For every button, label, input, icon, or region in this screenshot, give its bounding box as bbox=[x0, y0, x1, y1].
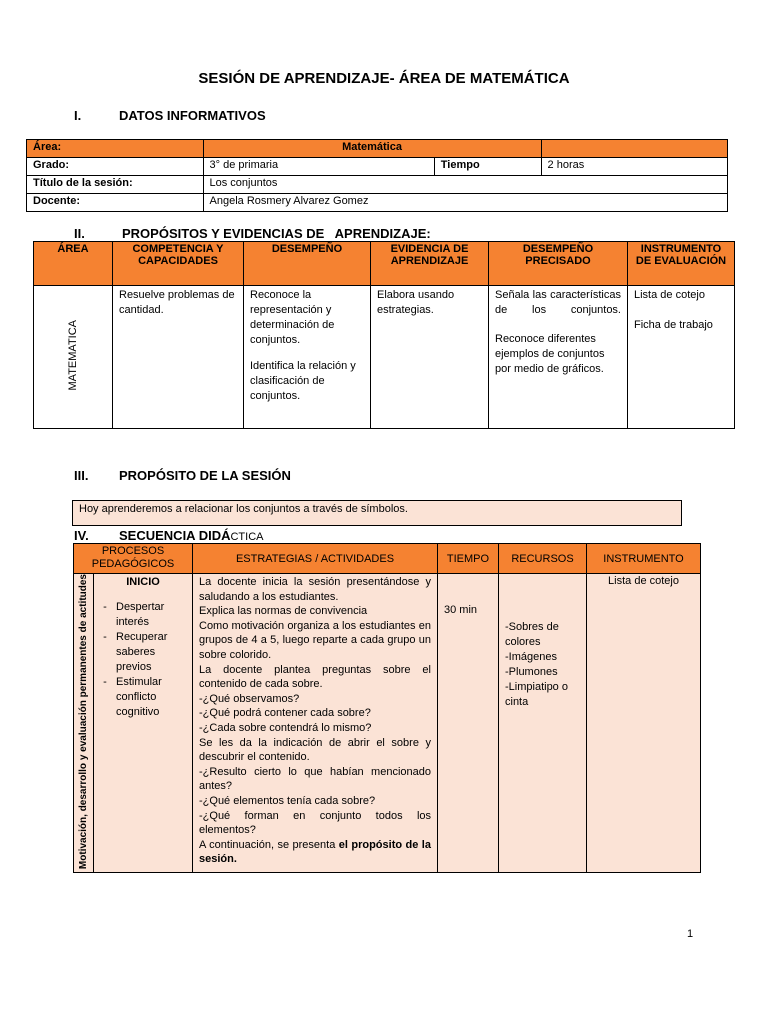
tiempo-value: 2 horas bbox=[541, 158, 727, 176]
section-2-title: PROPÓSITOS Y EVIDENCIAS DE APRENDIZAJE: bbox=[122, 226, 431, 241]
info-table bbox=[26, 139, 728, 212]
purposes-area-cell bbox=[34, 286, 113, 429]
purposes-header-competencia: COMPETENCIA Y CAPACIDADES bbox=[113, 242, 244, 286]
strategy-7: -¿Cada sobre contendrá lo mismo? bbox=[199, 721, 372, 734]
inicio-list bbox=[100, 600, 186, 720]
strategy-12 bbox=[199, 838, 431, 867]
sequence-header-recursos: RECURSOS bbox=[499, 544, 587, 574]
section-4-number: IV. bbox=[74, 528, 89, 543]
section-3-title: PROPÓSITO DE LA SESIÓN bbox=[119, 468, 291, 483]
section-2-heading bbox=[74, 226, 431, 241]
area-label: Área: bbox=[27, 140, 204, 158]
grado-value: 3° de primaria bbox=[203, 158, 434, 176]
strategy-2: Explica las normas de convivencia bbox=[199, 605, 368, 618]
evidencia-text: Elabora usando estrategias. bbox=[377, 289, 455, 316]
inicio-item-3: - Estimular conflicto cognitivo bbox=[116, 675, 186, 720]
grado-label: Grado: bbox=[27, 158, 204, 176]
tiempo-label: Tiempo bbox=[434, 158, 541, 176]
purposes-header-evidencia: EVIDENCIA DE APRENDIZAJE bbox=[371, 242, 489, 286]
purposes-evidencia bbox=[371, 286, 489, 429]
sequence-procesos-cell bbox=[94, 574, 193, 873]
recurso-4: -Limpiatipo o cinta bbox=[505, 681, 568, 708]
strategy-11: -¿Qué forman en conjunto todos los elementos? bbox=[199, 809, 431, 837]
sequence-strategies-cell bbox=[193, 574, 438, 873]
purposes-table bbox=[33, 241, 735, 429]
recurso-2: -Imágenes bbox=[505, 651, 557, 663]
purposes-precisado bbox=[489, 286, 628, 429]
instrumento-1: Lista de cotejo bbox=[634, 289, 705, 301]
strategy-1: La docente inicia la sesión presentándose y saludando a los estudiantes. bbox=[199, 576, 431, 603]
titulo-value: Los conjuntos bbox=[203, 176, 727, 194]
inicio-item-2: - Recuperar saberes previos bbox=[116, 630, 186, 675]
section-3-number: III. bbox=[74, 468, 89, 483]
desempeno-1: Reconoce la representación y determinación de conjuntos. bbox=[250, 289, 335, 346]
strategy-4: La docente plantea preguntas sobre el contenido de cada sobre. bbox=[199, 663, 431, 691]
session-purpose-text: Hoy aprenderemos a relacionar los conjuntos a través de símbolos. bbox=[79, 503, 408, 515]
precisado-2: Reconoce diferentes ejemplos de conjuntos por medio de gráficos. bbox=[495, 333, 605, 375]
purposes-header-instrumento: INSTRUMENTO DE EVALUACIÓN bbox=[628, 242, 735, 286]
purposes-instrumento bbox=[628, 286, 735, 429]
purposes-header-desempeno: DESEMPEÑO bbox=[244, 242, 371, 286]
purposes-header-precisado: DESEMPEÑO PRECISADO bbox=[489, 242, 628, 286]
sequence-recursos-cell bbox=[499, 574, 587, 873]
page-title: SESIÓN DE APRENDIZAJE- ÁREA DE MATEMÁTICA bbox=[198, 70, 570, 87]
purposes-header-area: ÁREA bbox=[34, 242, 113, 286]
area-value: Matemática bbox=[203, 140, 541, 158]
sequence-header-tiempo: TIEMPO bbox=[438, 544, 499, 574]
recurso-1: -Sobres de colores bbox=[505, 621, 559, 648]
strategy-9: -¿Resulto cierto lo que habían mencionado antes? bbox=[199, 765, 431, 793]
strategy-12-bold: el propósito de la sesión. bbox=[199, 838, 431, 866]
strategy-5: -¿Qué observamos? bbox=[199, 692, 300, 705]
sequence-side-label: Motivación, desarrollo y evaluación permanentes de actitudes bbox=[78, 574, 89, 870]
section-4-heading bbox=[74, 528, 264, 543]
area-extra-cell bbox=[541, 140, 727, 158]
purposes-area-vertical: MATEMATICA bbox=[67, 320, 79, 391]
strategy-10: -¿Qué elementos tenía cada sobre? bbox=[199, 794, 376, 807]
section-2-number: II. bbox=[74, 226, 85, 241]
precisado-1: Señala las características de los conjuntos. bbox=[495, 289, 621, 316]
docente-value: Angela Rosmery Alvarez Gomez bbox=[203, 194, 727, 212]
instrumento-2: Ficha de trabajo bbox=[634, 319, 713, 331]
docente-label: Docente: bbox=[27, 194, 204, 212]
sequence-header-procesos: PROCESOS PEDAGÓGICOS bbox=[74, 544, 193, 574]
section-4-title-main: SECUENCIA DIDÁ bbox=[119, 528, 231, 543]
purposes-competencia bbox=[113, 286, 244, 429]
strategy-8: Se les da la indicación de abrir el sobre y descubrir el contenido. bbox=[199, 736, 431, 764]
inicio-label: INICIO bbox=[126, 576, 160, 588]
sequence-header-estrategias: ESTRATEGIAS / ACTIVIDADES bbox=[193, 544, 438, 574]
inicio-item-1: - Despertar interés bbox=[116, 600, 186, 630]
sequence-instrumento-cell bbox=[587, 574, 701, 873]
section-4-title-small: CTICA bbox=[230, 531, 264, 543]
sequence-table bbox=[73, 543, 701, 873]
section-4-title bbox=[119, 528, 263, 543]
sequence-tiempo: 30 min bbox=[444, 604, 478, 616]
titulo-label: Título de la sesión: bbox=[27, 176, 204, 194]
recurso-3: -Plumones bbox=[505, 666, 558, 678]
strategy-6: -¿Qué podrá contener cada sobre? bbox=[199, 707, 371, 720]
desempeno-2: Identifica la relación y clasificación de conjuntos. bbox=[250, 360, 356, 402]
section-3-heading bbox=[74, 468, 291, 483]
page-number: 1 bbox=[687, 928, 694, 940]
section-1-title: DATOS INFORMATIVOS bbox=[119, 108, 266, 123]
sequence-side-cell bbox=[74, 574, 94, 873]
session-purpose-box bbox=[72, 500, 682, 526]
strategy-3: Como motivación organiza a los estudiantes en grupos de 4 a 5, luego reparte a cada grupo un sobre colorido. bbox=[199, 619, 431, 661]
section-1-number: I. bbox=[74, 108, 82, 123]
purposes-desempeno bbox=[244, 286, 371, 429]
strategy-12-text: A continuación, se presenta bbox=[199, 838, 339, 851]
section-1-heading bbox=[74, 108, 266, 123]
sequence-header-instrumento: INSTRUMENTO bbox=[587, 544, 701, 574]
competencia-text: Resuelve problemas de cantidad. bbox=[119, 289, 235, 316]
sequence-tiempo-cell bbox=[438, 574, 499, 873]
sequence-instrumento: Lista de cotejo bbox=[608, 575, 679, 587]
